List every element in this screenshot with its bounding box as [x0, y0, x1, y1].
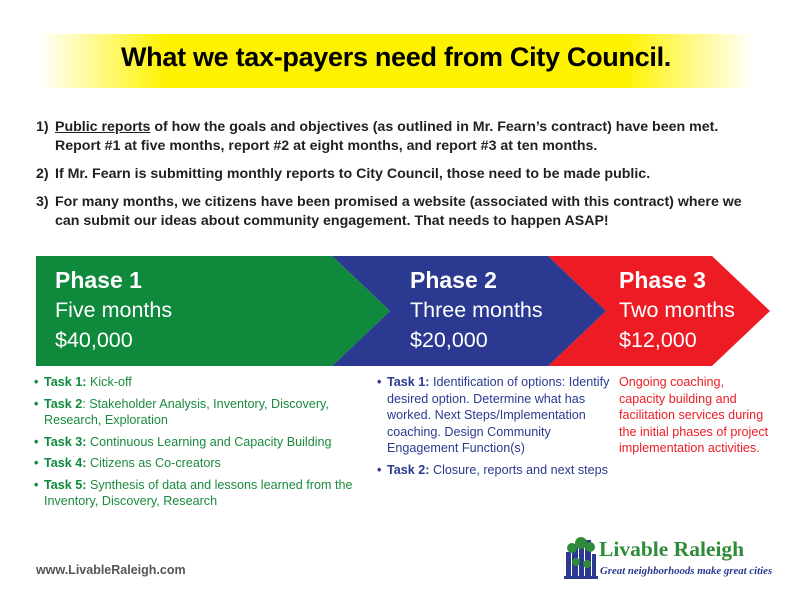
phase-3-description: Ongoing coaching, capacity building and facilitation services during the initial phases of project implementation activities. — [619, 375, 769, 455]
task-label: Task 4: — [44, 456, 87, 470]
website-url: www.LivableRaleigh.com — [36, 563, 186, 577]
task-text: Closure, reports and next steps — [429, 462, 608, 477]
phase-1-label — [55, 265, 172, 355]
task-item — [34, 477, 364, 510]
task-text: Identification of options: Identify desired option. Determine what has worked. Next Steps/Implementation coaching. Design Community Engagement Function(s) — [387, 375, 610, 455]
task-label: Task 1: — [387, 375, 430, 389]
page-title: What we tax-payers need from City Council. — [120, 42, 671, 72]
phase-1-tasks — [34, 374, 364, 515]
request-number: 3) — [36, 194, 49, 210]
task-item — [34, 396, 364, 429]
task-item — [34, 434, 364, 451]
request-number: 2) — [36, 166, 49, 182]
bullet: • — [34, 477, 39, 492]
request-text — [55, 118, 766, 156]
task-text: Kick-off — [86, 375, 132, 389]
phase-name: Phase 2 — [410, 267, 497, 293]
request-number: 1) — [36, 119, 49, 135]
task-label: Task 3: — [44, 434, 87, 449]
requests-list — [36, 118, 766, 240]
task-item — [377, 374, 617, 457]
phase-name: Phase 1 — [55, 267, 142, 293]
phase-2-tasks — [377, 374, 617, 483]
request-item-1 — [36, 118, 766, 156]
bullet: • — [34, 375, 39, 389]
bullet: • — [34, 456, 39, 470]
bullet: • — [34, 434, 39, 449]
task-label: Task 1: — [44, 375, 87, 389]
phase-duration: Five months — [55, 298, 173, 322]
task-text: : Stakeholder Analysis, Inventory, Discovery, Research, Exploration — [44, 396, 329, 427]
task-item — [377, 462, 617, 479]
phase-duration: Three months — [410, 298, 543, 322]
logo-tagline: Great neighborhoods make great cities — [600, 565, 773, 577]
task-label: Task 2 — [44, 396, 83, 411]
task-text: Citizens as Co-creators — [86, 456, 221, 470]
request-body: of how the goals and objectives (as outlined in Mr. Fearn’s contract) have been met. Report #1 at five months, report #2 at eight months, and report #3 at ten months. — [55, 119, 719, 154]
task-item — [34, 455, 364, 472]
request-item-3 — [36, 193, 766, 231]
bullet: • — [377, 462, 382, 477]
phase-duration: Two months — [619, 298, 735, 322]
bullet: • — [34, 396, 39, 411]
task-label: Task 2: — [387, 462, 430, 477]
request-item-2 — [36, 165, 766, 184]
phase-cost: $40,000 — [55, 328, 133, 352]
phase-3-label — [619, 265, 735, 355]
request-body: If Mr. Fearn is submitting monthly reports to City Council, those need to be made public. — [55, 166, 651, 182]
phase-2-label — [410, 265, 543, 355]
bullet: • — [377, 375, 382, 389]
task-text: Continuous Learning and Capacity Building — [86, 434, 332, 449]
phase-name: Phase 3 — [619, 267, 706, 293]
task-item — [34, 374, 364, 391]
phase-cost: $12,000 — [619, 328, 697, 352]
request-body: For many months, we citizens have been promised a website (associated with this contract) where we can submit our ideas about community engagement. That needs to happen ASAP! — [55, 194, 742, 229]
task-label: Task 5: — [44, 477, 87, 492]
task-text: Synthesis of data and lessons learned from the Inventory, Discovery, Research — [44, 477, 353, 508]
phase-cost: $20,000 — [410, 328, 488, 352]
logo-name: Livable Raleigh — [599, 537, 745, 561]
request-underlined: Public reports — [55, 119, 151, 135]
